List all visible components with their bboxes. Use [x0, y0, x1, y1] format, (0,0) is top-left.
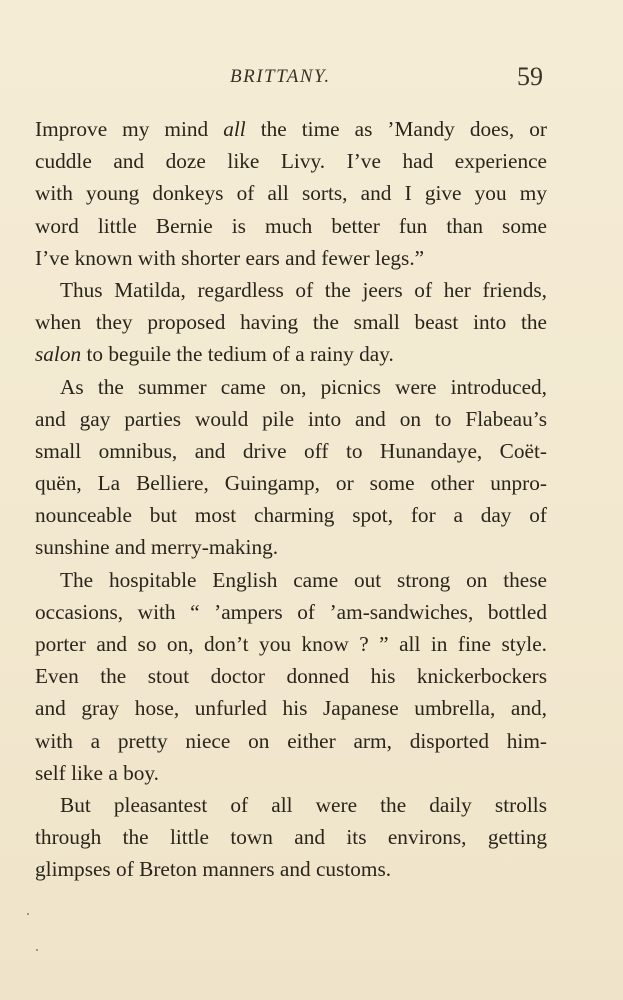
text-line: But pleasantest of all were the daily strolls	[60, 792, 547, 817]
text-line: small omnibus, and drive off to Hunandaye, Coët-	[35, 438, 547, 463]
text-line: through the little town and its environs, getting	[35, 825, 547, 850]
italic-word: all	[223, 117, 246, 141]
text-line: The hospitable English came out strong on these	[60, 567, 547, 592]
paper-speck	[36, 949, 38, 951]
text-line: quën, La Belliere, Guingamp, or some other unpro-	[35, 471, 547, 496]
page-number: 59	[517, 62, 543, 91]
running-head	[0, 62, 623, 94]
running-title: BRITTANY.	[230, 66, 331, 87]
text-line: and gray hose, unfurled his Japanese umbrella, and,	[35, 696, 547, 721]
text-line: nounceable but most charming spot, for a day of	[35, 503, 547, 528]
text-line: I’ve known with shorter ears and fewer legs.”	[35, 245, 425, 270]
paper-speck	[27, 913, 29, 915]
text-line: sunshine and merry-making.	[35, 535, 279, 560]
text-line: Improve my mind all the time as ’Mandy does, or	[35, 117, 547, 141]
text-line: self like a boy.	[35, 760, 159, 785]
paragraph	[35, 274, 547, 371]
text-line: porter and so on, don’t you know ? ” all in fine style.	[35, 632, 547, 656]
body-text	[35, 113, 547, 886]
italic-word: salon	[35, 342, 82, 367]
text-line: with a pretty niece on either arm, disported him-	[35, 728, 547, 753]
paragraph	[35, 564, 547, 789]
text-line: with young donkeys of all sorts, and I give you my	[35, 181, 547, 206]
text-line: salon to beguile the tedium of a rainy day.	[35, 342, 394, 367]
text-line: word little Bernie is much better fun than some	[35, 213, 547, 238]
text-line: Even the stout doctor donned his knickerbockers	[35, 664, 547, 689]
text-line: glimpses of Breton manners and customs.	[35, 857, 392, 882]
paragraph	[35, 371, 547, 564]
text-line: occasions, with “ ’ampers of ’am-sandwiches, bottled	[35, 599, 547, 624]
text-line: cuddle and doze like Livy. I’ve had experience	[35, 149, 547, 174]
paragraph	[35, 789, 547, 886]
paragraph	[35, 113, 547, 274]
text-line: and gay parties would pile into and on to Flabeau’s	[35, 406, 547, 431]
text-line: when they proposed having the small beast into the	[35, 310, 547, 335]
text-line: As the summer came on, picnics were introduced,	[60, 374, 547, 399]
text-line: Thus Matilda, regardless of the jeers of her friends,	[60, 277, 547, 302]
